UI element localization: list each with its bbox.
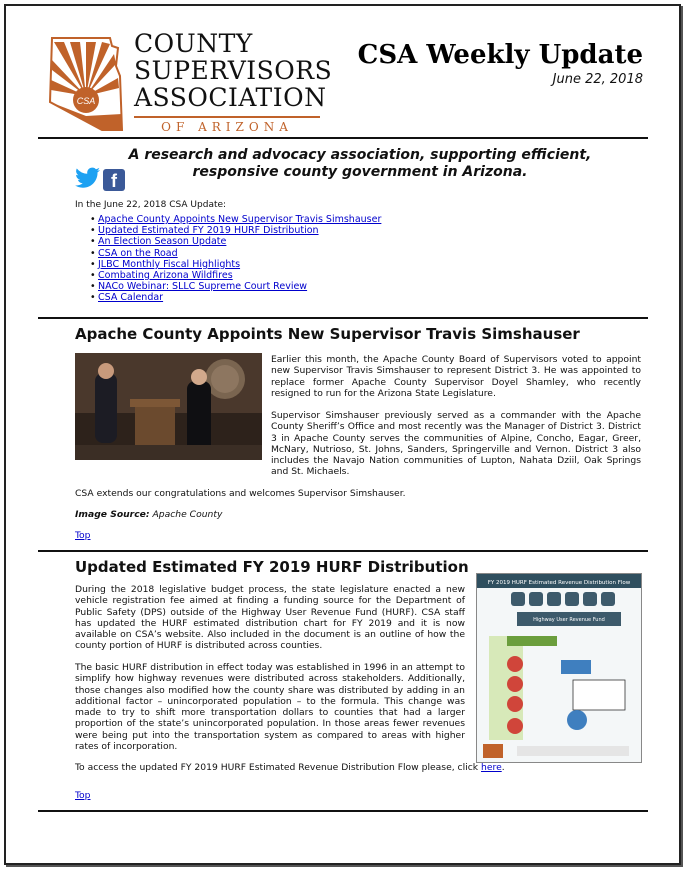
- toc-item: [98, 259, 381, 270]
- logo-line-supervisors: SUPERVISORS: [134, 56, 333, 85]
- toc-link-jlbc[interactable]: JLBC Monthly Fiscal Highlights: [98, 258, 241, 270]
- toc-link-hurf[interactable]: Updated Estimated FY 2019 HURF Distribution: [98, 225, 319, 237]
- toc-item: [98, 270, 381, 281]
- toc-link-election[interactable]: An Election Season Update: [98, 236, 227, 248]
- article2-access-text: [75, 762, 641, 773]
- article2-paragraph: The basic HURF distribution in effect today was established in 1996 in an attempt to simplify how highway revenues were distributed across stakeholders. Additionally, those changes also modified how the county share was distributed by adding in an additional factor – unincorporated population – to the formula. This change was made to try to shift more transportation dollars to counties that had a larger proportion of the state’s unincorporated population. In those areas fewer revenues were being put into the transportation system as compared to areas with higher rates of incorporation.: [75, 662, 465, 753]
- facebook-icon[interactable]: f: [103, 169, 125, 191]
- article1-heading: Apache County Appoints New Supervisor Travis Simshauser: [75, 325, 580, 343]
- back-to-top-link[interactable]: Top: [75, 530, 91, 541]
- masthead: [358, 40, 643, 87]
- toc-item: [98, 225, 381, 236]
- article1-paragraph: Earlier this month, the Apache County Board of Supervisors voted to appoint new Supervisor Travis Simshauser to represent District 3. He was appointed to replace former Apache County Supervisor Doyel Shamley, who recently resigned to run for the Arizona State Legislature.: [271, 354, 641, 399]
- logo-badge: CSA: [76, 96, 96, 106]
- issue-date: June 22, 2018: [552, 72, 643, 87]
- image-source-value: Apache County: [149, 509, 223, 520]
- header-divider: [38, 137, 648, 139]
- access-text-end: .: [501, 762, 505, 773]
- page-title: CSA Weekly Update: [357, 40, 643, 70]
- toc-item: [98, 214, 381, 225]
- toc-item: [98, 248, 381, 259]
- toc-item: [98, 236, 381, 247]
- image-source: [75, 509, 641, 520]
- section-divider: [38, 317, 648, 319]
- toc-item: [98, 281, 381, 292]
- hurf-chart-link[interactable]: here: [481, 762, 502, 773]
- csa-logo: [48, 30, 338, 135]
- toc-link-wildfires[interactable]: Combating Arizona Wildfires: [98, 270, 233, 282]
- table-of-contents: [98, 214, 381, 304]
- article2-paragraph: During the 2018 legislative budget process, the state legislature enacted a new vehicle registration fee aimed at finding a funding source for the Department of Public Safety (DPS) outside of the Highway User Revenue Fund (HURF). CSA staff has updated the HURF estimated distribution chart for FY 2019 and it is now available on CSA’s website. Also included in the document is an outline of how the county portion of HURF is distributed across counties.: [75, 584, 465, 652]
- swearing-in-photo: [75, 353, 262, 460]
- article1-paragraph: CSA extends our congratulations and welcomes Supervisor Simshauser.: [75, 488, 406, 499]
- section-divider: [38, 810, 648, 812]
- toc-link-naco-webinar[interactable]: NACo Webinar: SLLC Supreme Court Review: [98, 281, 308, 293]
- chart-thumbnail-title: FY 2019 HURF Estimated Revenue Distribution Flow: [487, 580, 631, 586]
- toc-link-apache-county[interactable]: Apache County Appoints New Supervisor Travis Simshauser: [98, 214, 382, 225]
- toc-link-calendar[interactable]: CSA Calendar: [98, 292, 164, 304]
- article1-paragraph-text: Supervisor Simshauser previously served as a commander with the Apache County Sheriff’s Office and most recently was the Manager of District 3. District 3 in Apache County serves the communities of Alpine, Concho, Eagar, Greer, McNary, Nutrioso, St. Johns, Sanders, Springerville and Vernon. District 3 also includes the Navajo Nation communities of Lupton, Nahata Dziil, Oak Springs and St. Michaels.: [271, 410, 641, 478]
- back-to-top-link[interactable]: Top: [75, 790, 91, 801]
- twitter-icon[interactable]: [75, 167, 101, 193]
- arizona-sun-logo-icon: [48, 36, 132, 132]
- chart-thumbnail-box: Highway User Revenue Fund: [533, 617, 605, 623]
- article1-paragraph: [271, 410, 641, 478]
- hurf-distribution-chart-thumbnail[interactable]: [476, 573, 642, 763]
- article2-heading: Updated Estimated FY 2019 HURF Distribution: [75, 558, 469, 576]
- update-intro: In the June 22, 2018 CSA Update:: [75, 200, 227, 210]
- toc-item: [98, 292, 381, 303]
- toc-link-on-the-road[interactable]: CSA on the Road: [98, 247, 178, 259]
- social-links: [75, 167, 125, 193]
- access-text: To access the updated FY 2019 HURF Estimated Revenue Distribution Flow please, click: [75, 762, 482, 773]
- tagline: A research and advocacy association, supporting efficient, responsive county government in Arizona.: [128, 147, 592, 180]
- section-divider: [38, 550, 648, 552]
- logo-line-association: ASSOCIATION: [134, 83, 327, 112]
- image-source-label: Image Source:: [75, 509, 150, 520]
- logo-of-arizona: OF ARIZONA: [134, 116, 320, 134]
- logo-line-county: COUNTY: [134, 29, 253, 58]
